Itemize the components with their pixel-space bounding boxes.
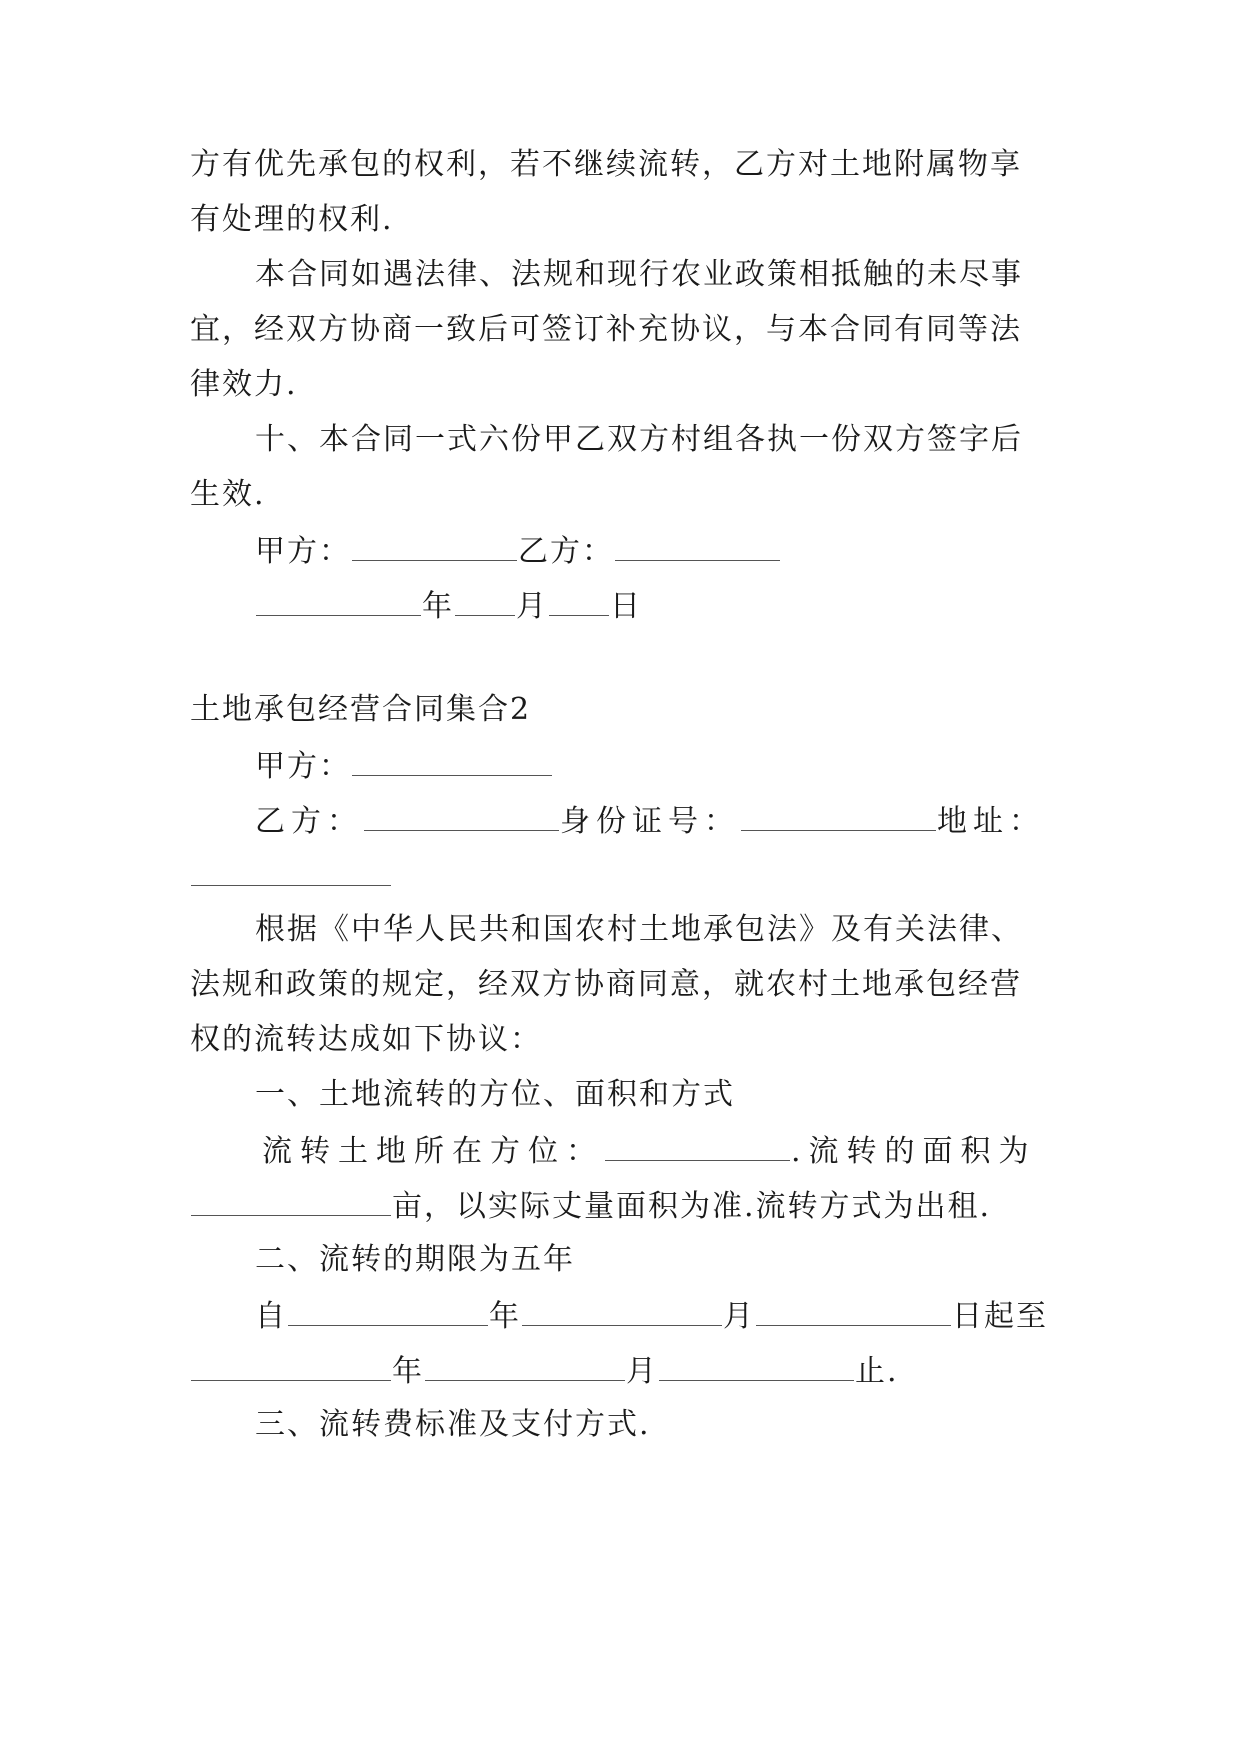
paragraph-line: 宜，经双方协商一致后可签订补充协议，与本合同有同等法 [190,312,1022,347]
party-b-label: 乙方： [255,804,363,839]
area-label: .流转的面积为 [791,1134,1037,1169]
address-blank[interactable] [191,855,391,886]
start-day-blank[interactable] [756,1295,951,1326]
area-blank[interactable] [191,1185,391,1216]
party-b-signature-blank[interactable] [615,530,780,561]
end-month-label: 月 [626,1354,658,1389]
term-end-line [190,1350,899,1390]
party-a-line [255,745,553,785]
paragraph-line: 生效. [190,477,266,512]
paragraph-line: 律效力. [190,367,298,402]
party-a-label: 甲方： [255,749,351,784]
date-line [255,585,642,625]
id-number-label: 身份证号： [560,804,740,839]
location-label: 流转土地所在方位： [262,1134,604,1169]
year-label: 年 [422,589,454,624]
end-year-blank[interactable] [191,1350,391,1381]
year-blank[interactable] [256,585,421,616]
start-day-label: 日起至 [952,1299,1048,1334]
section-title: 土地承包经营合同集合2 [190,692,532,727]
month-blank[interactable] [455,585,515,616]
end-day-blank[interactable] [659,1350,854,1381]
start-year-label: 年 [489,1299,521,1334]
paragraph-line: 有处理的权利. [190,202,394,237]
start-month-blank[interactable] [522,1295,722,1326]
paragraph-line: 权的流转达成如下协议： [190,1022,542,1057]
paragraph-line: 本合同如遇法律、法规和现行农业政策相抵触的未尽事 [255,257,1023,292]
clause-heading: 二、流转的期限为五年 [255,1242,575,1277]
party-b-label: 乙方： [518,534,614,569]
area-tail: 亩，以实际丈量面积为准.流转方式为出租. [392,1189,992,1224]
start-month-label: 月 [723,1299,755,1334]
clause-line [190,1185,991,1225]
clause-heading: 一、土地流转的方位、面积和方式 [255,1077,735,1112]
paragraph-line: 法规和政策的规定，经双方协商同意，就农村土地承包经营 [190,967,1022,1002]
address-line [190,855,392,895]
address-label: 地址： [937,804,1045,839]
clause-heading: 三、流转费标准及支付方式. [255,1407,651,1442]
paragraph-line: 方有优先承包的权利，若不继续流转，乙方对土地附属物享 [190,147,1022,182]
day-blank[interactable] [549,585,609,616]
end-month-blank[interactable] [425,1350,625,1381]
day-label: 日 [610,589,642,624]
term-start-line [255,1295,1048,1335]
paragraph-line: 十、本合同一式六份甲乙双方村组各执一份双方签字后 [255,422,1023,457]
location-blank[interactable] [605,1130,790,1161]
party-a-blank[interactable] [352,745,552,776]
paragraph-line: 根据《中华人民共和国农村土地承包法》及有关法律、 [255,912,1023,947]
signature-line [255,530,781,570]
end-label: 止. [855,1354,899,1389]
party-b-blank[interactable] [364,800,559,831]
party-a-label: 甲方： [255,534,351,569]
party-a-signature-blank[interactable] [352,530,517,561]
month-label: 月 [516,589,548,624]
from-label: 自 [255,1299,287,1334]
clause-line [262,1130,1037,1170]
end-year-label: 年 [392,1354,424,1389]
id-number-blank[interactable] [741,800,936,831]
start-year-blank[interactable] [288,1295,488,1326]
party-b-line [255,800,1045,840]
